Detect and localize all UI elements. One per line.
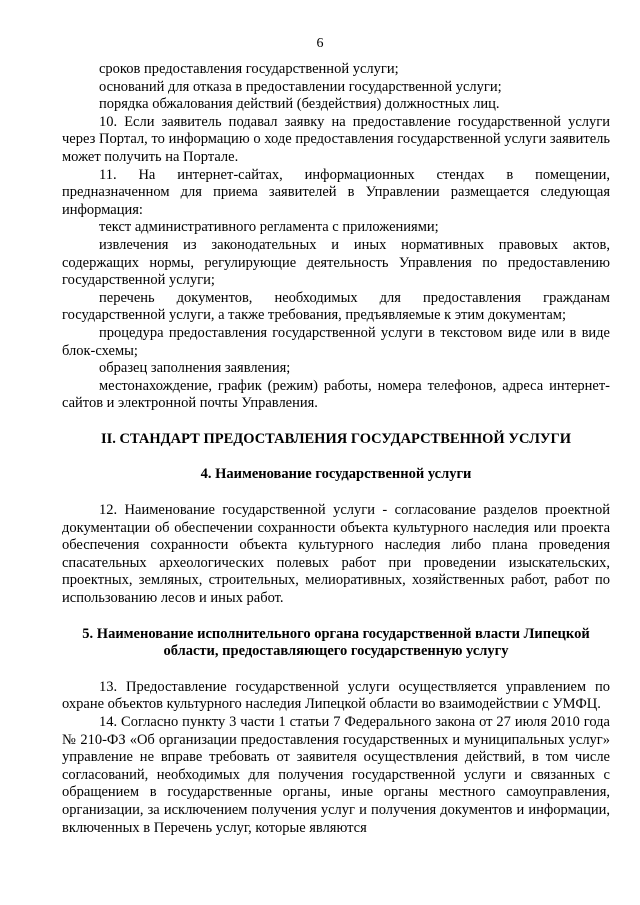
subsection-5-title-line1: 5. Наименование исполнительного органа государственной власти Липецкой (82, 625, 590, 642)
page-number: 6 (316, 36, 324, 51)
list-item-contacts: местонахождение, график (режим) работы, номера телефонов, адреса интернет-сайтов и электронной почты Управления. (62, 377, 610, 412)
section-title: II. СТАНДАРТ ПРЕДОСТАВЛЕНИЯ ГОСУДАРСТВЕННОЙ УСЛУГИ (100, 430, 572, 447)
list-item-legal-extracts: извлечения из законодательных и иных нормативных правовых актов, содержащих нормы, регулирующие деятельность Управления по предоставлению государственной услуги; (62, 236, 610, 289)
list-item-terms: сроков предоставления государственной услуги; (99, 61, 399, 77)
list-item-application-sample: образец заполнения заявления; (99, 360, 291, 377)
list-item-procedure: процедура предоставления государственной услуги в текстовом виде или в виде блок-схемы; (62, 324, 610, 359)
document-body (62, 61, 610, 837)
paragraph-10: 10. Если заявитель подавал заявку на предоставление государственной услуги через Портал, то информацию о ходе предоставления государственной услуги заявитель может получить на Портале. (62, 113, 610, 165)
paragraph-14: 14. Согласно пункту 3 части 1 статьи 7 Федерального закона от 27 июля 2010 года № 210-ФЗ «Об организации предоставления государственных и муниципальных услуг» управление не вправе требовать от заявителя осуществления действий, в том числе согласований, необходимых для получения государственной услуги и связанных с обращением в государственные органы, иные органы местного самоуправления, организации, за исключением получения услуг и получения документов и информации, включенных в Перечень услуг, которые являются (62, 714, 610, 836)
list-item-documents-list: перечень документов, необходимых для предоставления гражданам государственной услуги, а также требования, предъявляемые к этим документам; (62, 289, 610, 324)
paragraph-12: 12. Наименование государственной услуги - согласование разделов проектной документации об обеспечении сохранности объекта культурного наследия или проекта обеспечения сохранности объекта культурного наследия либо плана проведения спасательных археологических полевых работ при проведении изыскательских, проектных, земляных, строительных, мелиоративных, хозяйственных работ, работ по использованию лесов и иных работ. (62, 502, 610, 607)
subsection-4-title: 4. Наименование государственной услуги (200, 466, 472, 483)
subsection-5-title-line2: области, предоставляющего государственную услугу (163, 643, 509, 660)
list-item-regulation-text: текст административного регламента с приложениями; (99, 219, 439, 236)
list-item-appeal-procedure: порядка обжалования действий (бездействия) должностных лиц. (99, 96, 500, 113)
paragraph-13: 13. Предоставление государственной услуги осуществляется управлением по охране объектов культурного наследия Липецкой области во взаимодействии с УМФЦ. (62, 678, 610, 713)
list-item-refusal-grounds: оснований для отказа в предоставлении государственной услуги; (99, 78, 502, 95)
paragraph-11: 11. На интернет-сайтах, информационных стендах в помещении, предназначенном для приема заявителей в Управлении размещается следующая информация: (62, 166, 610, 218)
